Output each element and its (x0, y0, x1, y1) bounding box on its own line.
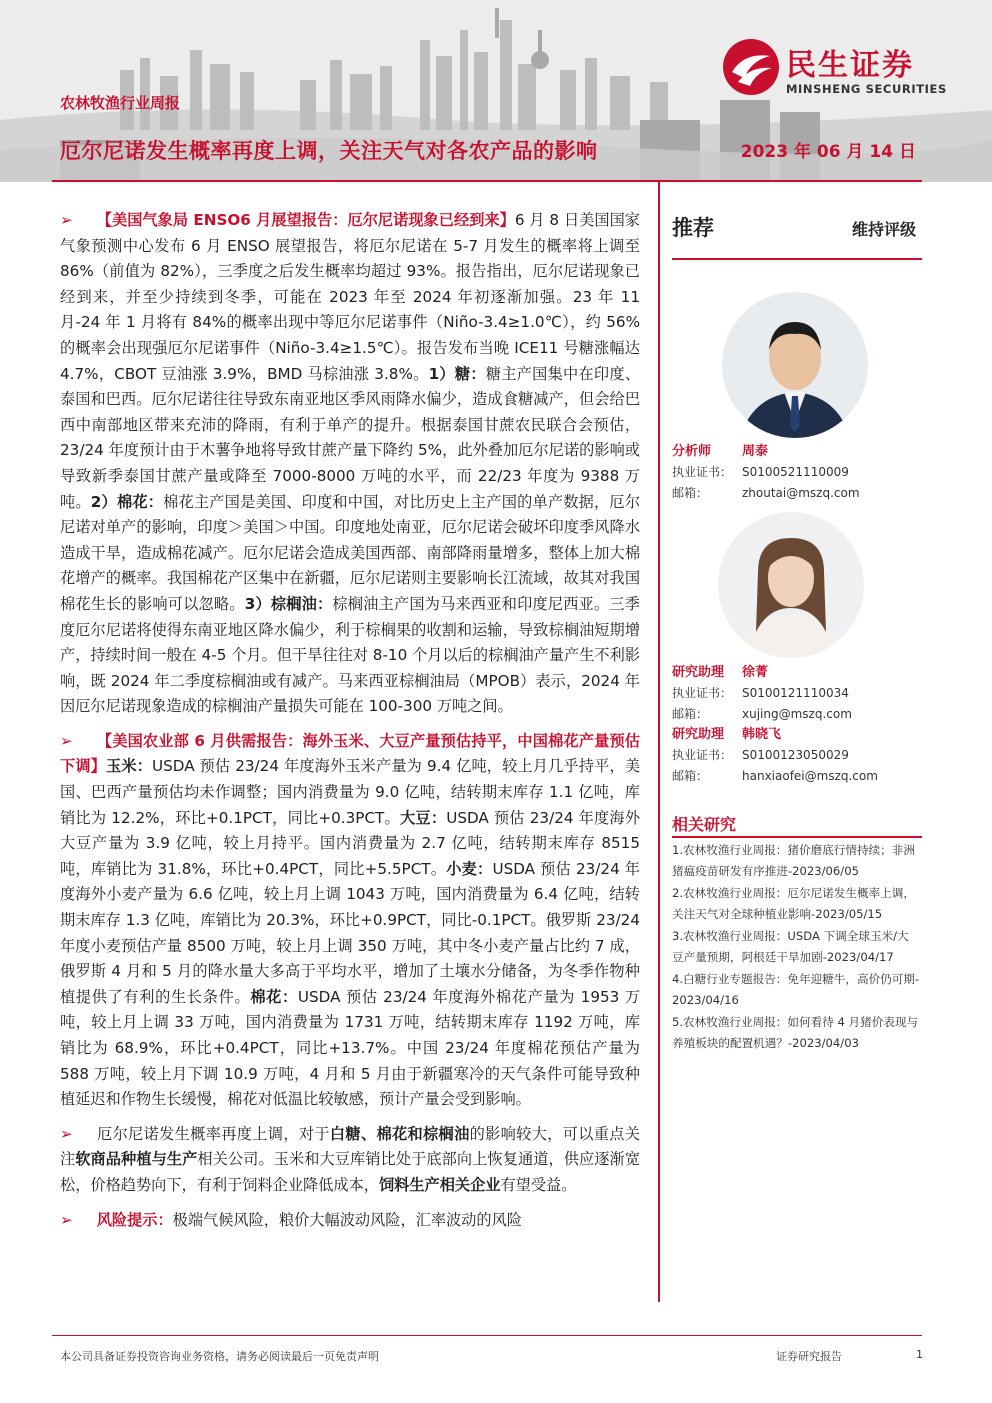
inline-heading: 大豆： (399, 808, 447, 827)
email-label: 邮箱： (672, 707, 709, 721)
paragraph-text: USDA 预估 23/24 年度海外小麦产量为 6.6 亿吨，较上月上调 1043 万吨，国内消费量为 6.4 亿吨，结转期末库存 1.3 亿吨，库销比为 20.3%，环比+0.9PCT，同比-0.1PCT。俄罗斯 23/24 年度小麦预估产量 8500 万吨，较上月上调 350 万吨，其中冬小麦产量占比约 7 成，俄罗斯 4 月和 5 月的降水量大多高于平均水平，增加了土壤水分储备，为冬季作物种植提供了有利的生长条件。 (60, 859, 640, 1006)
paragraph-enso (60, 208, 640, 720)
paragraph-heading: 【美国气象局 ENSO6 月展望报告：厄尔尼诺现象已经到来】 (96, 211, 515, 229)
emphasis-text: 白糖、棉花和棕榈油 (329, 1124, 470, 1143)
paragraph-conclusion (60, 1122, 640, 1199)
cert-label: 执业证书： (672, 465, 733, 479)
inline-heading: 小麦： (446, 859, 493, 878)
rating-box (672, 212, 922, 258)
inline-heading: 3）棕榈油： (244, 594, 333, 613)
logo-english-name: MINSHENG SECURITIES (786, 82, 947, 96)
related-item[interactable]: 1.农林牧渔行业周报：猪价磨底行情持续；非洲猪瘟疫苗研发有序推进-2023/06/05 (672, 843, 915, 878)
paragraph-text: 厄尔尼诺发生概率再度上调，对于 (96, 1124, 330, 1143)
logo-emblem-icon (722, 38, 780, 96)
rating-rule (672, 258, 922, 260)
paragraph-text: 棉花主产国是美国、印度和中国，对比历史上主产国的单产数据，厄尔尼诺对单产的影响，印度＞美国＞中国。印度地处南亚，厄尔尼诺会破坏印度季风降水造成干旱，造成棉花减产。厄尔尼诺会造成美国西部、南部降雨量增多，整体上加大棉花增产的概率。我国棉花产区集中在新疆，厄尔尼诺则主要影响长江流域，故其对我国棉花生长的影响可以忽略。 (60, 492, 641, 613)
header-rule (52, 180, 922, 182)
analyst-portrait-image (718, 512, 864, 658)
cert-label: 执业证书： (672, 748, 733, 762)
footer-report-type: 证券研究报告 (776, 1350, 842, 1363)
paragraph-text: 棕榈油主产国为马来西亚和印度尼西亚。三季度厄尔尼诺将使得东南亚地区降水偏少，利于棕榈果的收割和运输，导致棕榈油短期增产，持续时间一般在 4-5 个月。但干旱往往对 8-10 个月以后的棕榈油产量产生不利影响，既 2024 年二季度棕榈油或有减产。马来西亚棕榈油局（MPOB）表示，2024 年因厄尔尼诺现象造成的棕榈油产量损失可能在 100-300 万吨之间。 (60, 594, 640, 716)
analyst-photo-xujing (718, 512, 864, 658)
related-research-list (672, 840, 920, 1055)
inline-heading: 棉花： (250, 987, 298, 1006)
paragraph-usda (60, 729, 640, 1113)
paragraph-text: USDA 预估 23/24 年度海外棉花产量为 1953 万吨，较上月上调 33 万吨，国内消费量为 1731 万吨，结转期末库存 1192 万吨，库销比为 68.9%，环比+0.4PCT，同比+13.7%。中国 23/24 年度棉花预估产量为 588 万吨，较上月下调 10.9 万吨，4 月和 5 月由于新疆寒冷的天气条件可能导致种植延迟和作物生长缓慢，棉花对低温比较敏感，预计产量会受到影响。 (60, 987, 641, 1109)
footer-disclaimer: 本公司具备证券投资咨询业务资格，请务必阅读最后一页免责声明 (60, 1350, 379, 1363)
related-research-rule (672, 836, 922, 838)
risk-heading: 风险提示： (96, 1210, 173, 1229)
analyst-photo-zhoutai (722, 292, 868, 438)
bullet-arrow-icon: ➢ (60, 1124, 73, 1143)
report-date: 2023 年 06 月 14 日 (740, 142, 916, 162)
logo-chinese-name: 民生证券 (786, 48, 914, 83)
analyst-card-hanxiaofei (672, 724, 922, 787)
email-label: 邮箱： (672, 486, 709, 500)
report-title: 厄尔尼诺发生概率再度上调，关注天气对各农产品的影响 (60, 139, 598, 163)
analyst-name: 韩晓飞 (742, 727, 782, 742)
footer-rule (52, 1335, 922, 1336)
analyst-portrait-image (722, 292, 868, 438)
inline-heading: 玉米： (106, 757, 153, 776)
report-category: 农林牧渔行业周报 (60, 94, 181, 112)
paragraph-text: 糖主产国集中在印度、泰国和巴西。厄尔尼诺往往导致东南亚地区季风雨降水偏少，造成食糖减产，但会给巴西中南部地区带来充沛的降雨，有利于单产的提升。根据泰国甘蔗农民联合会预估，23/24 年度预计由于木薯争地将导致甘蔗产量下降约 5%，此外叠加厄尔尼诺的影响或导致新季泰国甘蔗产量或降至 7000-8000 万吨的水平，而 22/23 年度为 9388 万吨。 (60, 364, 641, 511)
bullet-arrow-icon: ➢ (60, 211, 73, 229)
email-address[interactable]: hanxiaofei@mszq.com (742, 769, 878, 783)
related-item[interactable]: 2.农林牧渔行业周报：厄尔尼诺发生概率上调，关注天气对全球种植业影响-2023/05/15 (672, 886, 915, 921)
rating-status: 维持评级 (851, 220, 916, 239)
analyst-card-zhoutai (672, 441, 922, 504)
column-divider (658, 182, 660, 1302)
email-address[interactable]: zhoutai@mszq.com (742, 486, 860, 500)
related-item[interactable]: 5.农林牧渔行业周报：如何看待 4 月猪价表现与养殖板块的配置机遇？-2023/04/03 (672, 1015, 919, 1050)
minsheng-logo (722, 38, 972, 102)
cert-label: 执业证书： (672, 686, 733, 700)
bullet-arrow-icon: ➢ (60, 1210, 73, 1229)
page-number: 1 (916, 1348, 923, 1361)
paragraph-heading: 【美国农业部 6 月供需报告：海外玉米、大豆产量预估持平，中国棉花产量预估下调】 (60, 731, 640, 776)
email-label: 邮箱： (672, 769, 709, 783)
analyst-name: 徐菁 (742, 665, 769, 680)
analyst-role: 研究助理 (672, 665, 725, 680)
related-item[interactable]: 4.白糖行业专题报告：免年迎糖牛，高价仍可期-2023/04/16 (672, 972, 920, 1007)
inline-heading: 1）糖： (428, 364, 486, 383)
analyst-role: 研究助理 (672, 727, 725, 742)
emphasis-text: 饲料生产相关企业 (378, 1175, 501, 1194)
cert-number: S0100123050029 (742, 748, 849, 762)
paragraph-text: 6 月 8 日美国国家气象预测中心发布 6 月 ENSO 展望报告，将厄尔尼诺在 5-7 月发生的概率将上调至 86%（前值为 82%），三季度之后发生概率均超过 93%。报告指出，厄尔尼诺现象已经到来，并至少持续到冬季，可能在 2023 年至 2024 年初逐渐加强。23 年 11 月-24 年 1 月将有 84%的概率出现中等厄尔尼诺事件（Niño-3.4≥1.0℃），约 56%的概率会出现强厄尔尼诺事件（Niño-3.4≥1.5℃）。报告发布当晚 ICE11 号糖涨幅达 4.7%，CBOT 豆油涨 3.9%，BMD 马棕油涨 3.8%。 (60, 211, 640, 383)
paragraph-text: 极端气候风险，粮价大幅波动风险，汇率波动的风险 (172, 1210, 522, 1229)
paragraph-text: USDA 预估 23/24 年度海外大豆产量为 3.9 亿吨，较上月持平。国内消费量为 2.7 亿吨，结转期末库存 8515 吨，库销比为 31.8%，环比+0.4PCT，同比+5.5PCT。 (60, 808, 641, 878)
analyst-role: 分析师 (672, 444, 712, 459)
bullet-arrow-icon: ➢ (60, 731, 73, 750)
cert-number: S0100121110034 (742, 686, 849, 700)
cert-number: S0100521110009 (742, 465, 849, 479)
emphasis-text: 软商品种植与生产 (75, 1150, 198, 1169)
paragraph-risk (60, 1208, 640, 1234)
related-item[interactable]: 3.农林牧渔行业周报：USDA 下调全球玉米/大豆产量预期，阿根廷干旱加剧-2023/04/17 (672, 929, 909, 964)
paragraph-text: 的影响较大，可以重点关注 (60, 1124, 641, 1169)
email-address[interactable]: xujing@mszq.com (742, 707, 852, 721)
paragraph-text: 有望受益。 (500, 1175, 577, 1194)
main-body (60, 208, 640, 1242)
rating-label: 推荐 (672, 216, 714, 240)
inline-heading: 2）棉花： (90, 492, 164, 511)
paragraph-text: USDA 预估 23/24 年度海外玉米产量为 9.4 亿吨，较上月几乎持平，美国、巴西产量预估均未作调整；国内消费量为 9.0 亿吨，结转期末库存 1.1 亿吨，库销比为 12.2%，环比+0.1PCT，同比+0.3PCT。 (60, 757, 641, 827)
related-research-title: 相关研究 (672, 815, 737, 834)
paragraph-text: 相关公司。玉米和大豆库销比处于底部向上恢复通道，供应逐渐宽松，价格趋势向下，有利于饲料企业降低成本， (60, 1150, 641, 1194)
analyst-name: 周泰 (742, 444, 769, 459)
analyst-card-xujing (672, 662, 922, 725)
